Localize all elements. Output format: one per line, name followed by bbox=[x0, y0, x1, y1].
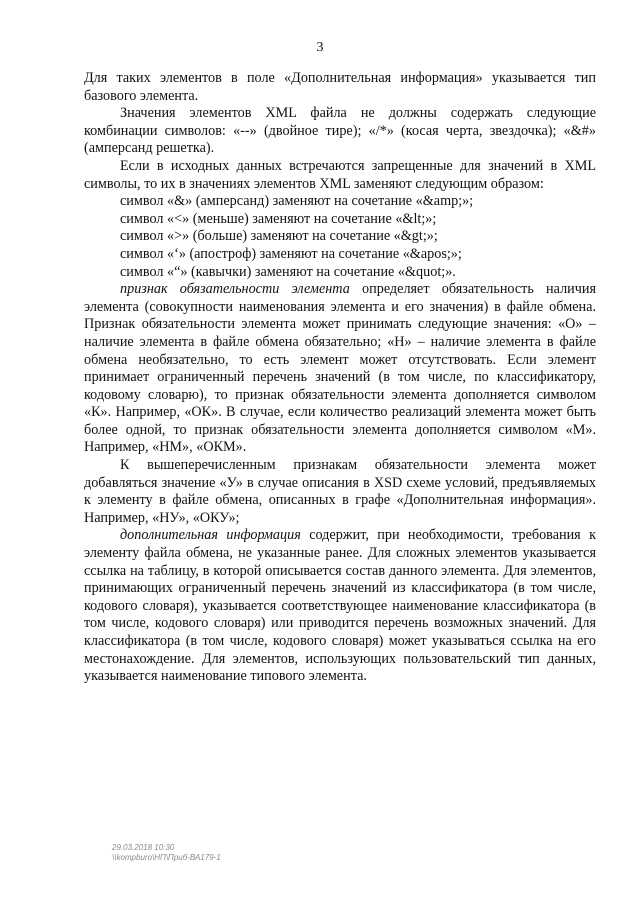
term-additional-info: дополнительная информация bbox=[120, 527, 301, 544]
symbol-rule-ampersand: символ «&» (амперсанд) заменяют на сочетание «&amp;»; bbox=[120, 193, 474, 210]
page-number: 3 bbox=[316, 40, 324, 55]
symbol-rule-less-than: символ «<» (меньше) заменяют на сочетание «&lt;»; bbox=[120, 210, 437, 227]
paragraph-forbidden-combinations: Значения элементов XML файла не должны содержать следующие комбинации символов: «--» (двойное тире); «/*» (косая черта, звездочка); «&#» (амперсанд решетка). bbox=[84, 105, 596, 157]
paragraph-additional-info bbox=[84, 527, 596, 685]
paragraph-replacement-intro: Если в исходных данных встречаются запрещенные для значений в XML символы, то их в значениях элементов XML заменяют следующим образом: bbox=[84, 157, 596, 192]
symbol-rule-quote: символ «“» (кавычки) заменяют на сочетание «&quot;». bbox=[120, 263, 456, 280]
paragraph-additional-info-text: содержит, при необходимости, требования к элементу файла обмена, не указанные ранее. Для сложных элементов указывается ссылка на таблицу, в которой описывается состав данного элемента. Для элементов, принимающих ограниченный перечень значений из классификатора (в том числе, кодового словаря), указывается соответствующее наименование классификатора (в том числе, кодового словаря) или приводится перечень возможных значений. Для классификатора (в том числе, кодового словаря) может указываться ссылка на его местонахождение. Для элементов, использующих пользовательский тип данных, указывается наименование типового элемента. bbox=[84, 527, 596, 685]
paragraph-base-element: Для таких элементов в поле «Дополнительная информация» указывается тип базового элемента. bbox=[84, 70, 596, 104]
term-mandatory-flag: признак обязательности элемента bbox=[120, 281, 350, 298]
symbol-rule-greater-than: символ «>» (больше) заменяют на сочетание «&gt;»; bbox=[120, 228, 438, 245]
document-body bbox=[84, 70, 596, 686]
print-footer bbox=[112, 843, 221, 863]
paragraph-mandatory-flag bbox=[84, 281, 596, 457]
paragraph-condition-flag: К вышеперечисленным признакам обязательности элемента может добавляться значение «У» в случае описания в XSD схеме условий, предъявляемых к элементу в файле обмена, описанных в графе «Дополнительная информация». Например, «НУ», «ОКУ»; bbox=[84, 457, 596, 526]
symbol-rule-apostrophe: символ «‘» (апостроф) заменяют на сочетание «&apos;»; bbox=[120, 245, 462, 262]
footer-file-path: \\kompburo\НП\Приб-ВА179-1 bbox=[112, 853, 221, 862]
footer-timestamp: 29.03.2018 10:30 bbox=[112, 843, 175, 852]
paragraph-mandatory-flag-text: определяет обязательность наличия элемента (совокупности наименования элемента и его значения) в файле обмена. Признак обязательности элемента может принимать следующие значения: «О» – наличие элемента в файле обмена обязательно; «Н» – наличие элемента в файле обмена необязательно, то есть элемент может отсутствовать. Если элемент принимает ограниченный перечень значений (в том числе, по классификатору, кодовому словарю), то признак обязательности элемента дополняется символом «К». Например, «ОК». В случае, если количество реализаций элемента может быть более одной, то признак обязательности элемента дополняется символом «М». Например, «НМ», «ОКМ». bbox=[84, 281, 596, 456]
